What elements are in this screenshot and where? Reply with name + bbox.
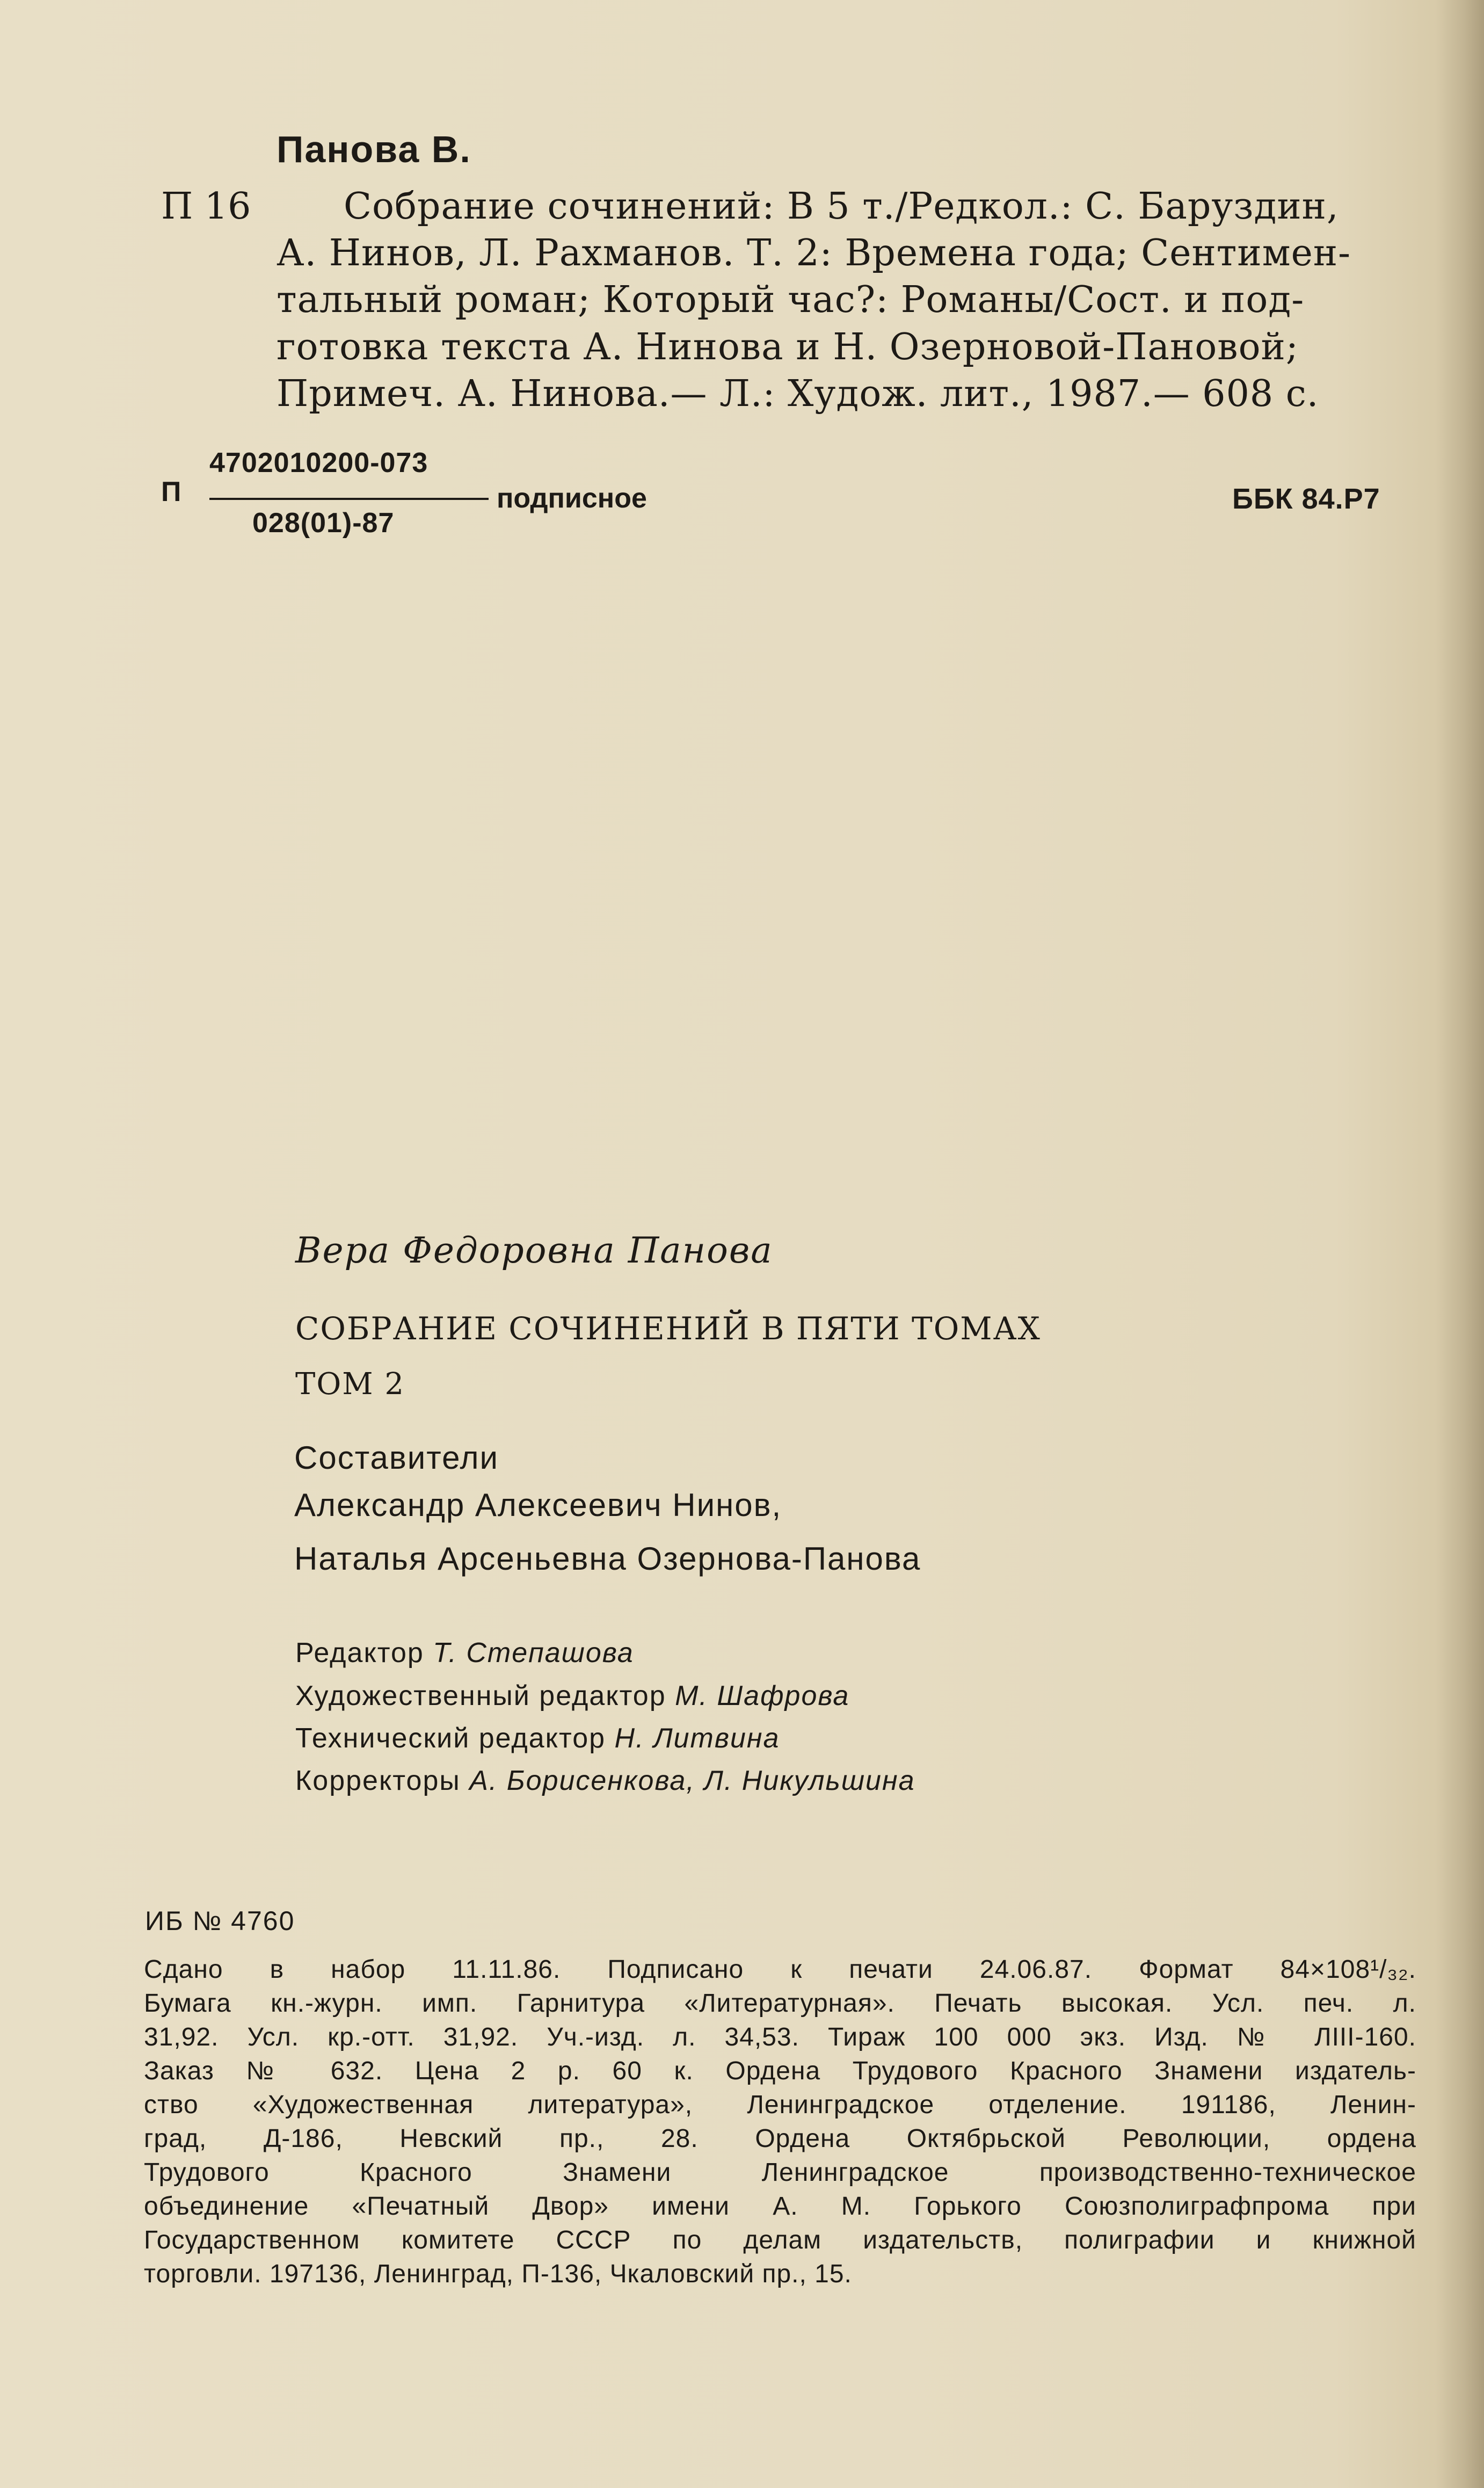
staff-role: Корректоры xyxy=(295,1765,461,1796)
compiler-name: Александр Алексеевич Нинов, xyxy=(294,1487,782,1523)
publication-line: торговли. 197136, Ленинград, П-136, Чкаловский пр., 15. xyxy=(144,2260,852,2288)
staff-line xyxy=(295,1680,849,1712)
publication-line: Трудового Красного Знамени Ленинградское производственно-техническое xyxy=(144,2158,1416,2187)
publication-line: объединение «Печатный Двор» имени А. М. Горького Союзполиграфпрома при xyxy=(144,2192,1416,2221)
publication-line: ство «Художественная литература», Ленинградское отделение. 191186, Ленин- xyxy=(144,2091,1416,2119)
publication-line: Бумага кн.-журн. имп. Гарнитура «Литературная». Печать высокая. Усл. печ. л. xyxy=(144,1989,1416,2018)
subscription-label: подписное xyxy=(497,483,647,514)
catalog-line: готовка текста А. Нинова и Н. Озерновой-Пановой; xyxy=(277,326,1299,368)
staff-role: Художественный редактор xyxy=(295,1680,666,1711)
staff-role: Редактор xyxy=(295,1637,424,1669)
catalog-index-letter: П xyxy=(161,476,181,507)
staff-name: Т. Степашова xyxy=(433,1637,634,1669)
catalog-line: Примеч. А. Нинова.— Л.: Худож. лит., 1987.— 608 с. xyxy=(277,373,1319,415)
fraction-bar xyxy=(209,498,489,500)
publication-line: Государственном комитете СССР по делам издательств, полиграфии и книжной xyxy=(144,2226,1416,2254)
imprint-author: Вера Федоровна Панова xyxy=(295,1230,773,1271)
catalog-code: П 16 xyxy=(161,185,251,228)
staff-line xyxy=(295,1765,915,1797)
catalog-author: Панова В. xyxy=(277,128,471,170)
staff-name: Н. Литвина xyxy=(614,1723,780,1754)
staff-name: М. Шафрова xyxy=(675,1680,850,1711)
publication-line: 31,92. Усл. кр.-отт. 31,92. Уч.-изд. л. 34,53. Тираж 100 000 экз. Изд. № ЛIII-160. xyxy=(144,2023,1416,2051)
compiler-name: Наталья Арсеньевна Озернова-Панова xyxy=(294,1541,921,1577)
imprint-volume: ТОМ 2 xyxy=(295,1367,405,1402)
spine-shadow xyxy=(1436,0,1484,2488)
staff-role: Технический редактор xyxy=(295,1723,606,1754)
compilers-label: Составители xyxy=(294,1440,499,1476)
publication-line: Заказ № 632. Цена 2 р. 60 к. Ордена Трудового Красного Знамени издатель- xyxy=(144,2057,1416,2085)
staff-line xyxy=(295,1722,780,1754)
catalog-fraction-numerator: 4702010200-073 xyxy=(209,447,428,478)
catalog-line: Собрание сочинений: В 5 т./Редкол.: С. Баруздин, xyxy=(344,185,1339,228)
catalog-line: тальный роман; Который час?: Романы/Сост. и под- xyxy=(277,279,1305,321)
catalog-fraction-denominator: 028(01)-87 xyxy=(252,507,395,539)
ib-number: ИБ № 4760 xyxy=(145,1906,295,1936)
catalog-line: А. Нинов, Л. Рахманов. Т. 2: Времена года; Сентимен- xyxy=(277,232,1351,274)
imprint-title: СОБРАНИЕ СОЧИНЕНИЙ В ПЯТИ ТОМАХ xyxy=(295,1310,1041,1347)
staff-name: А. Борисенкова, Л. Никульшина xyxy=(469,1765,915,1796)
bbk-code: ББК 84.Р7 xyxy=(1232,483,1380,515)
staff-line xyxy=(295,1637,634,1669)
publication-line: Сдано в набор 11.11.86. Подписано к печати 24.06.87. Формат 84×108¹/₃₂. xyxy=(144,1955,1416,1984)
publication-line: град, Д-186, Невский пр., 28. Ордена Октябрьской Революции, ордена xyxy=(144,2124,1416,2153)
